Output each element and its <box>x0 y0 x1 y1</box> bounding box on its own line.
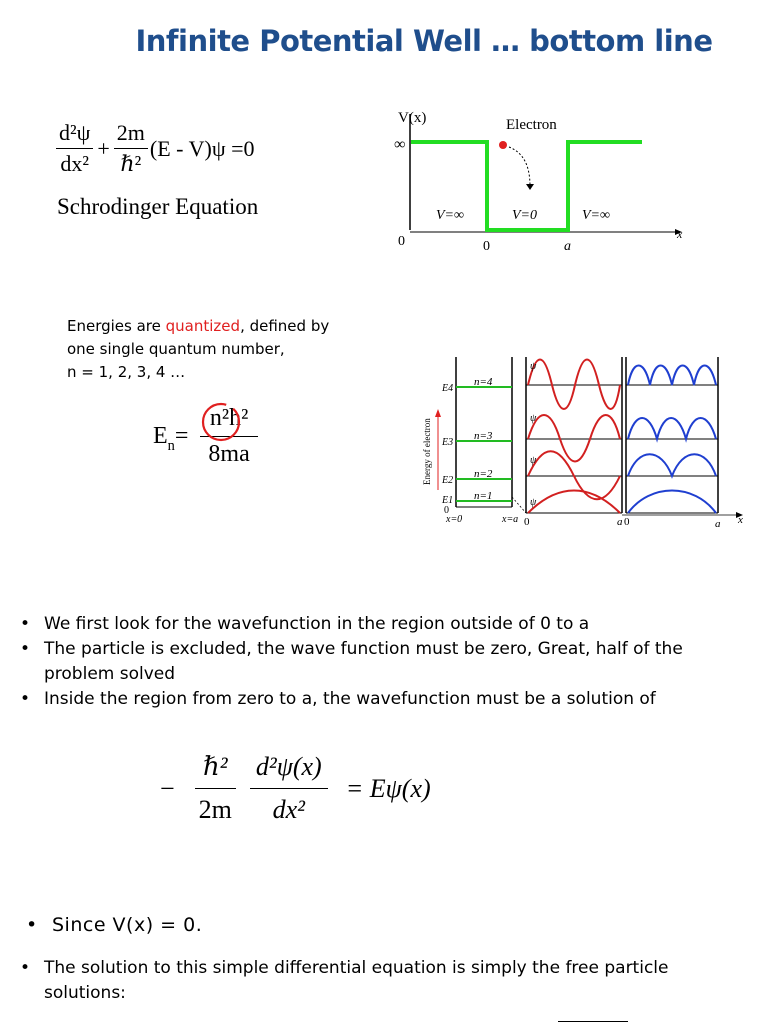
psi-label-2: ψ <box>530 455 537 466</box>
infinity-label: ∞ <box>394 136 406 153</box>
eq3-num2: d²ψ(x) <box>250 752 328 789</box>
eq3-den1: 2m <box>198 795 232 824</box>
bullet-text: Inside the region from zero to a, the wavefunction must be a solution of <box>44 689 656 709</box>
bullet-solution <box>20 956 720 1006</box>
psi-a-label: a <box>617 516 623 528</box>
eq3-minus: − <box>160 773 175 803</box>
en-lhs: E <box>153 423 168 449</box>
psi-label-3: ψ <box>530 413 537 424</box>
page-title: Infinite Potential Well … bottom line <box>135 24 713 58</box>
bullet-item-3 <box>20 687 720 712</box>
quantized-word: quantized <box>165 317 241 335</box>
n2-label: n=2 <box>474 468 493 480</box>
bullet-dot: • <box>20 614 31 634</box>
psi2-zero-label: 0 <box>624 516 630 528</box>
bullet-text: The particle is excluded, the wave function must be zero, Great, half of the problem solved <box>44 639 683 684</box>
electron-dot <box>499 141 507 149</box>
bullet-list <box>20 612 720 712</box>
en-num: n²h² <box>200 405 258 437</box>
fraction-d2psi <box>56 120 93 177</box>
electron-path <box>509 147 530 186</box>
psi-zero-label: 0 <box>524 516 530 528</box>
den-dx2: dx² <box>60 151 89 176</box>
tick-0a: 0 <box>398 234 405 249</box>
en-den: 8ma <box>208 441 250 467</box>
e1-label: E1 <box>442 495 454 506</box>
en-sub: n <box>167 438 175 454</box>
v-mid-label: V=0 <box>512 208 537 223</box>
electron-arrow <box>526 184 534 190</box>
eq3-num1: ℏ² <box>195 752 236 789</box>
n3-label: n=3 <box>474 430 493 442</box>
bullet-solution-text: The solution to this simple differential equation is simply the free particle solutions: <box>44 958 669 1003</box>
psi-label-4: ψ <box>530 361 537 372</box>
zero-label: 0 <box>444 505 449 516</box>
schrodinger-equation <box>56 120 255 177</box>
tick-a: a <box>564 239 571 254</box>
en-eq: = <box>174 423 189 449</box>
n4-label: n=4 <box>474 376 493 388</box>
bullet-dot: • <box>20 639 31 659</box>
eq3-rhs: = Eψ(x) <box>345 773 431 803</box>
v-left-label: V=∞ <box>436 208 464 223</box>
schrodinger-label: Schrodinger Equation <box>57 194 259 219</box>
energies-line2: one single quantum number, <box>67 340 285 358</box>
bullet-dot: • <box>20 958 31 978</box>
num-2m: 2m <box>114 120 148 149</box>
eq3-den2: dx² <box>272 795 305 824</box>
bullet-dot: • <box>20 689 31 709</box>
v-right-label: V=∞ <box>582 208 610 223</box>
xa-label: x=a <box>502 514 519 525</box>
tick-0b: 0 <box>483 239 490 254</box>
num-d2psi: d²ψ <box>56 120 93 149</box>
red-circle-annotation <box>195 398 247 446</box>
bullet-v-text: Since V(x) = 0. <box>52 914 203 936</box>
energies-text <box>67 315 329 384</box>
energies-line1b: , defined by <box>240 317 330 335</box>
bullet-text: We first look for the wavefunction in the region outside of 0 to a <box>44 614 590 634</box>
psi-label-1: ψ <box>530 497 537 508</box>
bullet-item-1 <box>20 612 720 637</box>
x-label: x <box>677 227 683 241</box>
psi2-a-label: a <box>715 518 721 530</box>
free-schrodinger-equation <box>160 752 431 825</box>
cut-off-fraction-line <box>558 1021 628 1022</box>
bullet-item-2 <box>20 637 720 687</box>
bullet-v-zero <box>26 914 202 936</box>
den-hbar2: ℏ² <box>120 151 142 176</box>
energies-line3: n = 1, 2, 3, 4 … <box>67 363 186 381</box>
n1-label: n=1 <box>474 490 493 502</box>
e3-label: E3 <box>442 437 454 448</box>
energies-line1a: Energies are <box>67 317 166 335</box>
energy-levels-diagram <box>418 355 753 535</box>
equation-rest: (E - V)ψ =0 <box>149 135 255 161</box>
x0-label: x=0 <box>446 514 463 525</box>
plus-sign: + <box>97 135 110 161</box>
vx-label: V(x) <box>398 110 427 126</box>
fraction-2m <box>114 120 148 177</box>
bullet-dot: • <box>26 914 38 936</box>
eq3-frac2 <box>250 752 328 825</box>
psi-x-label: x <box>738 514 743 526</box>
e2-label: E2 <box>442 475 454 486</box>
e4-label: E4 <box>442 383 454 394</box>
energy-axis-label: Energy of electron <box>422 418 432 485</box>
potential-well-diagram <box>380 100 700 260</box>
electron-label: Electron <box>506 117 557 133</box>
eq3-frac1 <box>191 752 240 825</box>
